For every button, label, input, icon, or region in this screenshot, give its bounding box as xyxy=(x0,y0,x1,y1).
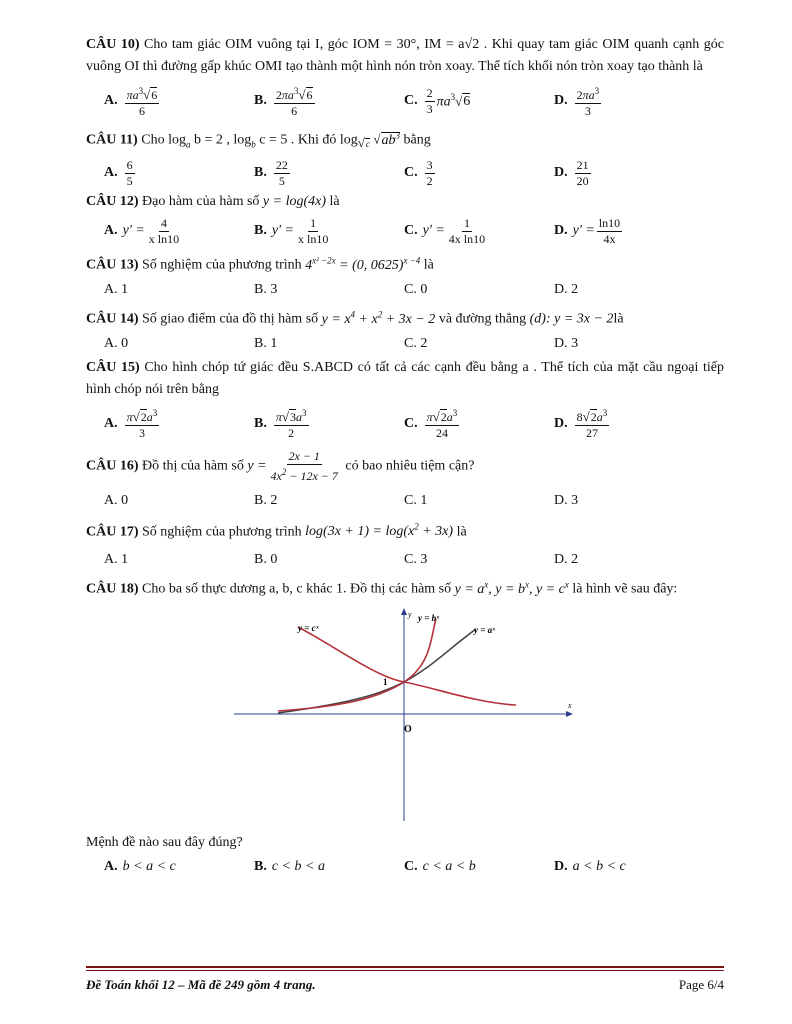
question-18-prompt: Mệnh đề nào sau đây đúng? xyxy=(86,835,243,851)
exam-page xyxy=(86,34,724,880)
question-13: CÂU 13) Số nghiệm của phương trình $4^{x^2 -2x} = (0$, 0625)$^{x -4}$ là xyxy=(86,255,434,274)
option-b[interactable]: B. $\frac{22}{5}$ xyxy=(254,157,288,188)
option-value: $\frac{\pi a^3√6}{6}$ xyxy=(126,85,158,118)
options-17 xyxy=(104,549,724,571)
question-number: CÂU 14) xyxy=(86,311,139,327)
option-a[interactable]: A. 1 xyxy=(104,282,129,298)
label-a: y = aˣ xyxy=(474,625,496,636)
label-b: y = bˣ xyxy=(418,613,440,624)
option-c[interactable]: C. $\frac{2}{3}$ $\pi a^3√6$ xyxy=(404,85,471,116)
equation: $\log(3x + 1) = \log(x^2 + 3x)$ xyxy=(305,521,454,540)
label-y: y xyxy=(408,610,412,620)
exponential-graph xyxy=(226,607,576,823)
option-c[interactable]: C. $\frac{3}{2}$ xyxy=(404,157,433,188)
function: $\frac{2x - 1}{4x^2 - 12x - 7}$ xyxy=(270,448,338,483)
option-a[interactable]: A. $\frac{\pi a^3√6}{6}$ xyxy=(104,85,158,118)
option-a[interactable]: A. y' = $\frac{4}{\text{x ln10}}$ xyxy=(104,215,180,246)
option-d[interactable]: D. y' = $\frac{\ln 10}{4x}$ xyxy=(554,215,621,246)
option-d[interactable]: D. 2 xyxy=(554,282,579,298)
option-value: $\pi a^3√6$ xyxy=(436,91,471,110)
option-b[interactable]: B. c < b < a xyxy=(254,859,325,875)
options-15 xyxy=(104,403,724,445)
option-d[interactable]: D. a < b < c xyxy=(554,859,626,875)
option-a[interactable]: A. $\frac{6}{5}$ xyxy=(104,157,133,188)
footer-rule xyxy=(86,966,724,968)
question-number: CÂU 11) xyxy=(86,132,138,148)
line-equation: (d): y = 3x − 2 xyxy=(529,311,614,327)
question-number: CÂU 15) xyxy=(86,359,140,375)
functions: $y = a^x$, $y = b^x$, $y = c^x$ xyxy=(454,579,569,598)
option-b[interactable]: B. 0 xyxy=(254,552,278,568)
option-a[interactable]: A. b < a < c xyxy=(104,859,176,875)
options-14 xyxy=(104,333,724,355)
option-d[interactable]: D. 3 xyxy=(554,492,579,508)
options-12 xyxy=(104,215,724,247)
curve-a xyxy=(278,629,476,713)
option-b[interactable]: B. 3 xyxy=(254,282,278,298)
option-a[interactable]: A. 0 xyxy=(104,492,129,508)
option-d[interactable]: D. 3 xyxy=(554,335,579,351)
option-a[interactable]: A. 1 xyxy=(104,552,129,568)
question-18: CÂU 18) Cho ba số thực dương a, b, c khác 1. Đồ thị các hàm số $y = a^x$, $y = b^x$, $y = c^x$ là hình vẽ sau đây: xyxy=(86,579,678,598)
option-value: $\frac{2\pi a^3√6}{6}$ xyxy=(275,85,313,118)
options-16 xyxy=(104,490,724,512)
option-b[interactable]: B. 2 xyxy=(254,492,278,508)
question-12: CÂU 12) Đạo hàm của hàm số y = log(4x) là xyxy=(86,194,340,210)
option-d[interactable]: D. 2 xyxy=(554,552,579,568)
question-number: CÂU 10) xyxy=(86,37,140,52)
curve-c xyxy=(298,627,516,705)
option-c[interactable]: C. $\frac{\pi√2a^3}{24}$ xyxy=(404,408,458,441)
option-b[interactable]: B. $\frac{2\pi a^3√6}{6}$ xyxy=(254,85,313,118)
options-10 xyxy=(104,80,724,122)
question-number: CÂU 18) xyxy=(86,582,139,598)
option-b[interactable]: B. 1 xyxy=(254,335,278,351)
y-axis-arrow xyxy=(401,608,407,615)
option-c[interactable]: C. c < a < b xyxy=(404,859,476,875)
option-d[interactable]: D. $\frac{2\pi a^3}{3}$ xyxy=(554,85,600,118)
option-a[interactable]: A. $\frac{\pi√2a^3}{3}$ xyxy=(104,408,158,441)
option-c[interactable]: C. y' = $\frac{1}{\text{4x ln10}}$ xyxy=(404,215,486,246)
option-b[interactable]: B. $\frac{\pi√3a^3}{2}$ xyxy=(254,408,307,441)
equation: $4^{x^2 -2x} = (0$, 0625)$^{x -4}$ xyxy=(305,255,421,274)
options-18 xyxy=(104,856,724,878)
question-14: CÂU 14) Số giao điểm của đồ thị hàm số $y = x^4 + x^2 + 3x - 2$ và đường thẳng (d): y = 3x − 2là xyxy=(86,309,624,327)
option-a[interactable]: A. 0 xyxy=(104,335,129,351)
option-c[interactable]: C. 3 xyxy=(404,552,428,568)
question-text: Cho tam giác OIM vuông tại I, góc IOM = 30°, IM = a√2 . Khi quay tam giác OIM quanh cạnh góc vuông OI thì đường gấp khúc OMI tạo thành một hình nón tròn xoay. Thể tích khối nón tròn xoay tạo thành là xyxy=(86,37,724,74)
question-16: CÂU 16) Đồ thị của hàm số y = $\frac{2x - 1}{4x^2 - 12x - 7}$ có bao nhiêu tiệm cận? xyxy=(86,448,475,483)
option-d[interactable]: D. $\frac{21}{20}$ xyxy=(554,157,589,188)
page-footer xyxy=(86,966,724,993)
question-17: CÂU 17) Số nghiệm của phương trình $\log(3x + 1) = \log(x^2 + 3x)$ là xyxy=(86,521,467,540)
function: $y = x^4 + x^2 + 3x - 2$ xyxy=(321,309,436,327)
question-15: CÂU 15) Cho hình chóp tứ giác đều S.ABCD có tất cả các cạnh đều bằng a . Thể tích của mặt cầu ngoại tiếp hình chóp nói trên bằng xyxy=(86,359,724,397)
question-number: CÂU 12) xyxy=(86,194,139,210)
label-origin: O xyxy=(404,724,412,736)
label-c: y = cˣ xyxy=(298,623,319,634)
question-10 xyxy=(86,34,724,78)
footer-title: Đề Toán khối 12 – Mã đề 249 gồm 4 trang. xyxy=(86,977,316,992)
question-number: CÂU 17) xyxy=(86,524,139,540)
options-13 xyxy=(104,279,724,301)
x-axis-arrow xyxy=(566,711,573,717)
option-b[interactable]: B. y' = $\frac{1}{\text{x ln10}}$ xyxy=(254,215,329,246)
option-d[interactable]: D. $\frac{8√2a^3}{27}$ xyxy=(554,408,608,441)
label-x: x xyxy=(568,701,572,711)
question-number: CÂU 13) xyxy=(86,258,139,274)
question-11: CÂU 11) Cho $\log_a b = 2$ , $\log_b c = 5$ . Khi đó $\log_{√c} √ab^3$ bằng xyxy=(86,130,431,151)
options-11 xyxy=(104,157,724,189)
option-c[interactable]: C. 1 xyxy=(404,492,428,508)
option-value: $\frac{2\pi a^3}{3}$ xyxy=(576,85,600,118)
question-number: CÂU 16) xyxy=(86,458,139,474)
page-number: Page 6/4 xyxy=(678,977,724,992)
option-c[interactable]: C. 0 xyxy=(404,282,428,298)
label-one: 1 xyxy=(383,677,388,688)
footer-rule-thin xyxy=(86,970,724,971)
option-c[interactable]: C. 2 xyxy=(404,335,428,351)
